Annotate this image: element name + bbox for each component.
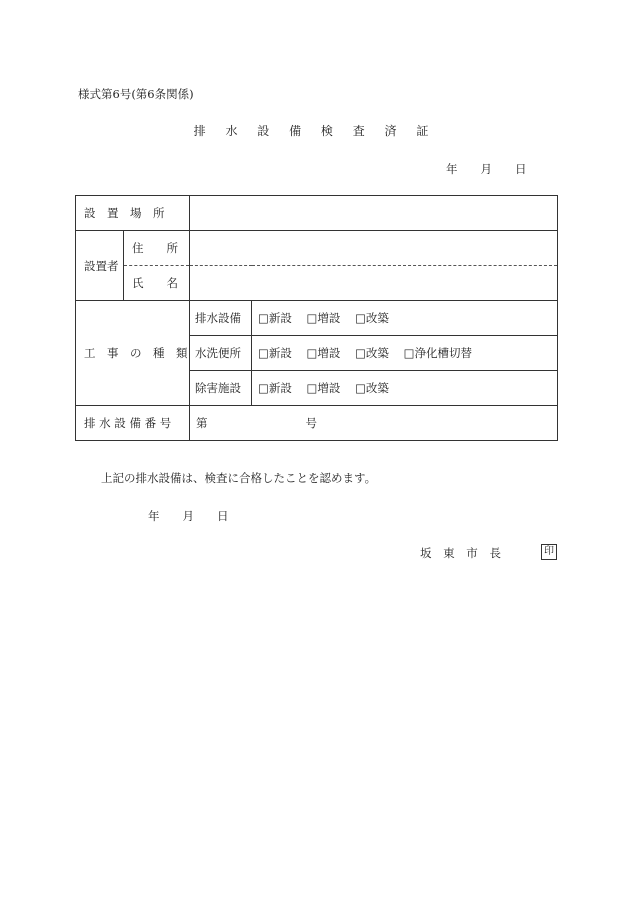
issue-date: 年 月 日 [446,162,527,176]
address-label-cell [124,231,190,266]
checkbox-option[interactable]: □改築 [355,346,389,360]
work-row-options [252,336,558,371]
name-label: 氏 名 [132,276,178,290]
number-prefix: 第 [196,416,208,430]
installer-label: 設置者 [84,258,119,273]
location-value [190,196,558,231]
checkbox-option[interactable]: □新設 [258,346,292,360]
number-value-cell [190,406,558,441]
number-suffix: 号 [305,416,317,430]
address-label: 住 所 [132,241,178,255]
work-row-label-cell [190,301,252,336]
work-type-label: 工 事 の 種 類 [84,346,188,360]
work-row-label: 水洗便所 [195,346,241,360]
address-row [76,231,558,266]
work-row-label-cell [190,371,252,406]
installer-label-cell [76,231,124,301]
name-value [190,266,558,301]
work-row-label: 除害施設 [195,381,241,395]
name-label-cell [124,266,190,301]
work-row-options [252,301,558,336]
checkbox-option[interactable]: □浄化槽切替 [403,346,472,360]
checkbox-option[interactable]: □増設 [306,381,341,395]
work-row-label: 排水設備 [195,311,241,325]
inspection-table [75,195,558,441]
certification-statement: 上記の排水設備は、検査に合格したことを認めます。 [101,471,377,485]
checkbox-option[interactable]: □改築 [355,381,389,395]
checkbox-option[interactable]: □新設 [258,381,292,395]
form-number: 様式第6号(第6条関係) [78,87,194,101]
mayor-title: 坂 東 市 長 [420,546,505,560]
number-label: 排 水 設 備 番 号 [84,416,172,430]
location-row [76,196,558,231]
work-row-label-cell [190,336,252,371]
seal-mark: 印 [541,544,557,560]
number-label-cell [76,406,190,441]
address-value [190,231,558,266]
document-title: 排 水 設 備 検 査 済 証 [193,124,437,138]
location-label: 設 置 場 所 [84,206,165,220]
checkbox-option[interactable]: □新設 [258,311,292,325]
number-row [76,406,558,441]
certification-date: 年 月 日 [148,509,229,523]
checkbox-option[interactable]: □改築 [355,311,389,325]
work-type-label-cell [76,301,190,406]
work-row-drainage [76,301,558,336]
location-label-cell [76,196,190,231]
checkbox-option[interactable]: □増設 [306,346,341,360]
name-row [76,266,558,301]
checkbox-option[interactable]: □増設 [306,311,341,325]
work-row-options [252,371,558,406]
